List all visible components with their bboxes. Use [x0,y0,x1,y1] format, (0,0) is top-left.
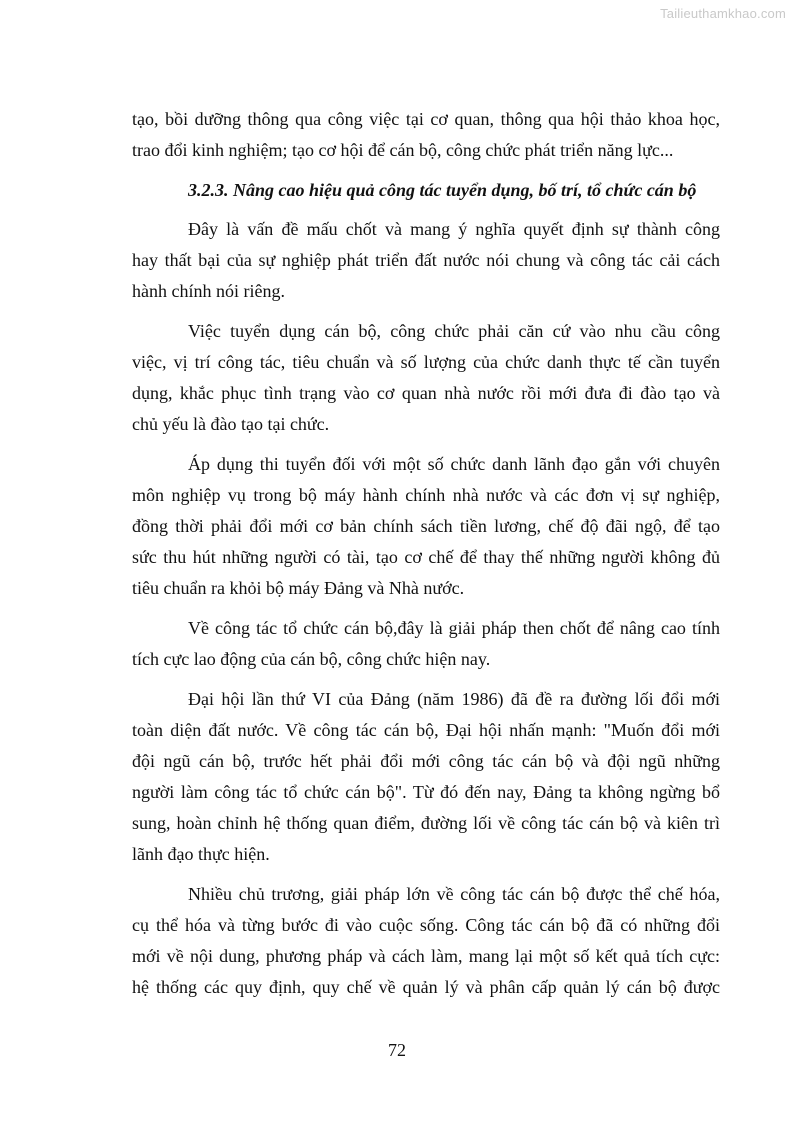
text-line: Đây là vấn đề mấu chốt và mang ý nghĩa quyết định sự thành công [188,219,720,239]
paragraph [132,684,720,870]
text-line: lãnh đạo thực hiện. [132,844,270,864]
text-line: trao đổi kinh nghiệm; tạo cơ hội để cán bộ, công chức phát triển năng lực... [132,140,674,160]
text-line: tạo, bồi dưỡng thông qua công việc tại cơ quan, thông qua hội thảo khoa học, [132,109,720,129]
text-line: hệ thống các quy định, quy chế về quản lý và phân cấp quản lý cán bộ được [132,977,720,997]
watermark: Tailieuthamkhao.com [660,6,786,21]
text-line: sức thu hút những người có tài, tạo cơ chế để thay thế những người không đủ [132,547,720,567]
text-line: chủ yếu là đào tạo tại chức. [132,414,330,434]
paragraph [132,104,720,166]
text-line: hay thất bại của sự nghiệp phát triển đất nước nói chung và công tác cải cách [132,250,720,270]
document-body [132,104,720,1012]
text-line: sung, hoàn chỉnh hệ thống quan điểm, đường lối về công tác cán bộ và kiên trì [132,813,720,833]
text-line: tích cực lao động của cán bộ, công chức hiện nay. [132,649,491,669]
text-line: tiêu chuẩn ra khỏi bộ máy Đảng và Nhà nước. [132,578,465,598]
text-line: việc, vị trí công tác, tiêu chuẩn và số lượng của chức danh thực tế cần tuyển [132,352,720,372]
text-line: môn nghiệp vụ trong bộ máy hành chính nhà nước và các đơn vị sự nghiệp, [132,485,720,505]
text-line: đội ngũ cán bộ, trước hết phải đổi mới công tác cán bộ và đội ngũ những [132,751,720,771]
text-line: toàn diện đất nước. Về công tác cán bộ, Đại hội nhấn mạnh: "Muốn đổi mới [132,720,720,740]
text-line: người làm công tác tổ chức cán bộ". Từ đó đến nay, Đảng ta không ngừng bổ [132,782,720,802]
text-line: Về công tác tổ chức cán bộ,đây là giải pháp then chốt để nâng cao tính [188,618,720,638]
text-line: dụng, khắc phục tình trạng vào cơ quan nhà nước rồi mới đưa đi đào tạo và [132,383,720,403]
text-line: hành chính nói riêng. [132,281,285,301]
text-line: Nhiều chủ trương, giải pháp lớn về công tác cán bộ được thể chế hóa, [188,884,720,904]
paragraph [132,214,720,307]
text-line: Đại hội lần thứ VI của Đảng (năm 1986) đã đề ra đường lối đổi mới [188,689,720,709]
paragraph [132,316,720,440]
paragraph [132,613,720,675]
text-line: mới về nội dung, phương pháp và cách làm, mang lại một số kết quả tích cực: [132,946,720,966]
page-number: 72 [388,1040,406,1060]
paragraph [132,879,720,1003]
text-line: đồng thời phải đổi mới cơ bản chính sách tiền lương, chế độ đãi ngộ, để tạo [132,516,720,536]
section-heading: 3.2.3. Nâng cao hiệu quả công tác tuyển dụng, bố trí, tổ chức cán bộ [188,180,697,200]
text-line: cụ thể hóa và từng bước đi vào cuộc sống. Công tác cán bộ đã có những đổi [132,915,720,935]
text-line: Áp dụng thi tuyển đối với một số chức danh lãnh đạo gắn với chuyên [188,454,720,474]
text-line: Việc tuyển dụng cán bộ, công chức phải căn cứ vào nhu cầu công [188,321,720,341]
paragraph [132,449,720,604]
